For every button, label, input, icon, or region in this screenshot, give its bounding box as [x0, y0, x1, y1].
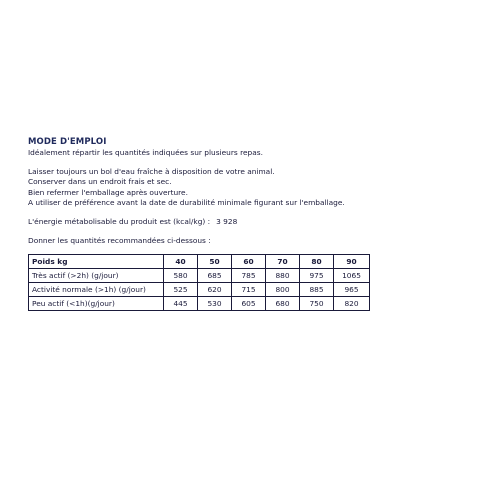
table-cell: 525	[164, 283, 198, 297]
header-cell-weight: Poids kg	[29, 255, 164, 269]
energy-label: L'énergie métabolisable du produit est (kcal/kg) :	[28, 217, 211, 227]
table-cell: 685	[198, 269, 232, 283]
row-label: Activité normale (>1h) (g/jour)	[29, 283, 164, 297]
table-row	[29, 283, 370, 297]
table-cell: 820	[334, 297, 370, 311]
table-cell: 680	[266, 297, 300, 311]
feeding-table	[28, 254, 370, 311]
table-cell: 530	[198, 297, 232, 311]
section-title: MODE D'EMPLOI	[28, 137, 107, 147]
header-cell: 80	[300, 255, 334, 269]
row-label: Peu actif (<1h)(g/jour)	[29, 297, 164, 311]
instruction-line: A utiliser de préférence avant la date de durabilité minimale figurant sur l'emballage.	[28, 197, 345, 207]
table-cell: 785	[232, 269, 266, 283]
table-cell: 750	[300, 297, 334, 311]
table-cell: 445	[164, 297, 198, 311]
instruction-line: Conserver dans un endroit frais et sec.	[28, 177, 172, 187]
header-cell: 50	[198, 255, 232, 269]
table-cell: 975	[300, 269, 334, 283]
table-intro: Donner les quantités recommandées ci-dessous :	[28, 236, 211, 246]
table-cell: 580	[164, 269, 198, 283]
table-cell: 620	[198, 283, 232, 297]
instruction-line: Laisser toujours un bol d'eau fraîche à disposition de votre animal.	[28, 167, 275, 177]
header-cell: 60	[232, 255, 266, 269]
table-cell: 800	[266, 283, 300, 297]
header-cell: 40	[164, 255, 198, 269]
table-cell: 965	[334, 283, 370, 297]
instruction-line: Bien refermer l'emballage après ouverture.	[28, 187, 188, 197]
table-header-row	[29, 255, 370, 269]
intro-text: Idéalement répartir les quantités indiquées sur plusieurs repas.	[28, 148, 263, 157]
table-cell: 605	[232, 297, 266, 311]
table-cell: 715	[232, 283, 266, 297]
table-row	[29, 297, 370, 311]
table-row	[29, 269, 370, 283]
table-cell: 880	[266, 269, 300, 283]
table-cell: 885	[300, 283, 334, 297]
energy-value: 3 928	[216, 217, 238, 227]
row-label: Très actif (>2h) (g/jour)	[29, 269, 164, 283]
table-cell: 1065	[334, 269, 370, 283]
instructions-panel	[28, 136, 478, 311]
header-cell: 90	[334, 255, 370, 269]
energy-line	[28, 217, 478, 227]
header-cell: 70	[266, 255, 300, 269]
